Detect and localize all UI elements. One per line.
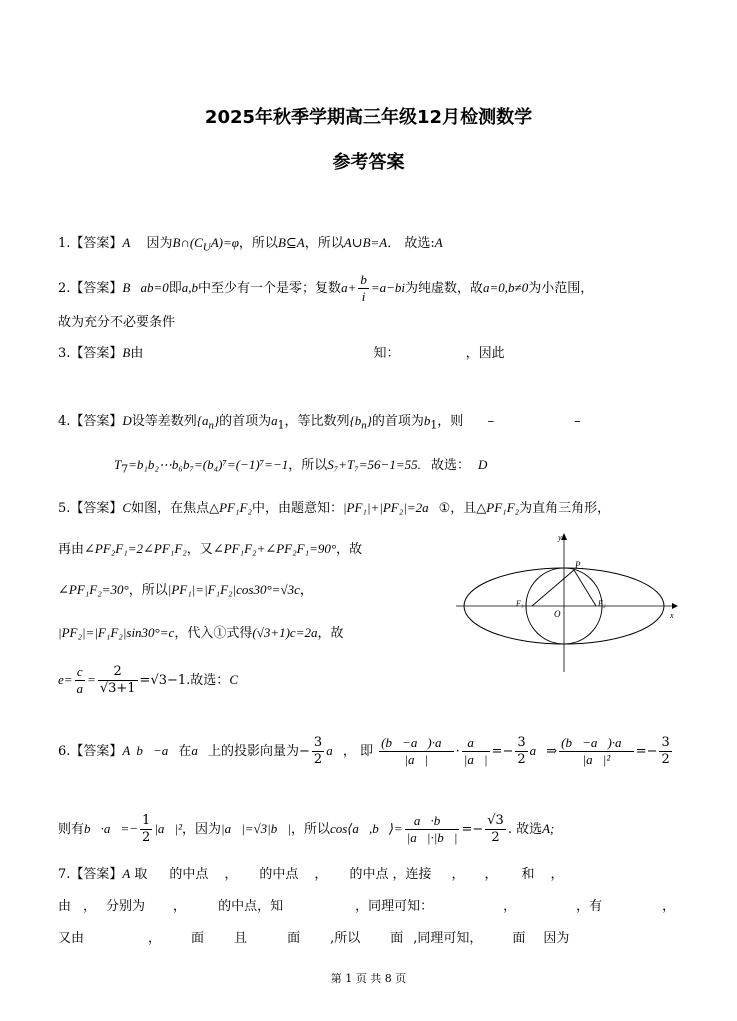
frac-num: (b⃗−a⃗)·a⃗ <box>561 735 632 750</box>
text: 故选： <box>190 673 230 688</box>
math: A∪B=A <box>343 235 388 250</box>
fraction <box>312 735 324 768</box>
math: ∠PF₂F₁=2∠PF₁F₂ <box>84 541 187 556</box>
label-x: x <box>670 611 674 620</box>
fraction <box>140 813 152 846</box>
frac-den: 2 <box>491 830 500 845</box>
text: 且 <box>234 931 248 946</box>
frac-num: 2 <box>98 664 138 681</box>
frac-den: |a⃗| <box>404 752 429 767</box>
frac-num: 3 <box>517 735 526 750</box>
text: 式得 <box>226 626 253 641</box>
text: ，有 <box>576 899 603 914</box>
answer-choice: B <box>122 280 131 295</box>
frac-den: 2 <box>517 752 526 767</box>
text: ， <box>148 931 162 946</box>
answer-choice: B <box>122 345 131 360</box>
text: ，所以 <box>290 822 330 837</box>
frac-den: √3+1 <box>99 681 136 696</box>
text: ，连接 <box>392 867 432 882</box>
frac-num: 3 <box>313 735 323 750</box>
text: ，所以 <box>238 236 278 251</box>
answer-7-line3 <box>58 930 569 948</box>
answer-2-line2: 故为充分不必要条件 <box>58 315 176 330</box>
answer-7 <box>58 865 564 884</box>
text: 的首项为 <box>371 414 424 429</box>
label-y: y <box>558 533 562 542</box>
segment-pf2 <box>574 570 596 606</box>
text: ， <box>314 867 328 882</box>
text: 知： <box>373 346 400 361</box>
text: 面 <box>390 931 404 946</box>
frac-den: |a⃗|² <box>582 752 611 767</box>
answer-prefix: 7.【答案】 <box>58 867 123 882</box>
text: ， <box>299 583 313 598</box>
math: cos⟨a⃗,b⃗⟩= <box>329 821 403 836</box>
answer-prefix: 1.【答案】 <box>58 236 123 251</box>
text: ， <box>451 867 465 882</box>
math: S₇+T₇=56−1=55. <box>327 457 421 472</box>
dash: – <box>487 414 494 429</box>
math: } <box>366 413 372 428</box>
math: (√3+1)c=2a <box>252 625 318 640</box>
frac-num: √3 <box>487 813 504 828</box>
answer-choice: C <box>229 672 238 687</box>
text: 面 <box>191 931 205 946</box>
label-o: O <box>554 609 561 619</box>
math: a⃗ <box>529 743 547 758</box>
text: 即 <box>168 281 182 296</box>
math: A)=φ <box>210 235 239 250</box>
text: ． 故选: <box>387 236 435 251</box>
math: =− <box>461 822 484 837</box>
fraction <box>405 813 460 846</box>
frac-num: a⃗ <box>462 735 490 752</box>
math: b <box>423 413 431 428</box>
text: ，代入 <box>174 626 214 641</box>
math: · <box>455 744 460 759</box>
page-subtitle: 参考答案 <box>332 152 405 173</box>
math: ab=0 <box>140 280 169 295</box>
text: 和 <box>521 867 535 882</box>
math: e= <box>58 672 73 687</box>
text: 再由 <box>58 542 85 557</box>
math: =− <box>635 744 658 759</box>
answer-prefix: 6.【答案】 <box>58 744 123 759</box>
text: ，且 <box>450 501 477 516</box>
math: a+ <box>341 280 357 295</box>
answer-choice: A <box>122 866 131 881</box>
circled-number: ① <box>213 626 227 641</box>
math: {b <box>349 413 362 428</box>
text: 的中点 <box>349 867 389 882</box>
fraction <box>485 813 506 846</box>
text: ，因此 <box>465 346 505 361</box>
math: |PF₁|=|F₁F₂|cos30°=√3c <box>167 582 300 597</box>
answer-choice: A <box>434 235 443 250</box>
answer-5 <box>58 499 610 518</box>
page-title: 2025年秋季学期高三年级12月检测数学 <box>204 107 533 128</box>
ellipse-figure <box>450 528 680 678</box>
math: B⊆A <box>277 235 305 250</box>
text: ，所以 <box>288 458 328 473</box>
answer-choice: D <box>122 413 132 428</box>
fraction <box>515 735 527 768</box>
math: = <box>87 672 96 687</box>
frac-den: 2 <box>313 752 323 767</box>
text: 因为 <box>543 931 570 946</box>
math: ∠PF₁F₂=30° <box>58 582 129 597</box>
math: =√3−1. <box>139 673 191 688</box>
frac-num: b <box>360 272 367 287</box>
answer-prefix: 5.【答案】 <box>58 501 123 516</box>
text: 的中点 <box>259 867 299 882</box>
frac-num: 1 <box>142 813 151 828</box>
text: ,同理可知， <box>413 931 483 946</box>
math: {a <box>196 413 209 428</box>
text: ,所以 <box>330 931 361 946</box>
math: b⃗−a⃗ <box>136 743 179 758</box>
answer-prefix: 2.【答案】 <box>58 281 123 296</box>
text: 的中点 <box>169 867 209 882</box>
math-sub: n <box>208 419 214 432</box>
answer-7-line2 <box>58 898 675 916</box>
fraction <box>462 735 490 768</box>
fraction <box>659 735 671 768</box>
math: a <box>271 413 278 428</box>
text: 由 <box>130 346 144 361</box>
math-sub: n <box>361 419 367 432</box>
page-footer: 第 1 页 共 8 页 <box>330 972 407 985</box>
answer-choice: C <box>122 500 132 515</box>
text: ，则 <box>437 414 464 429</box>
frac-num: 3 <box>661 735 670 750</box>
text: 由 <box>58 899 72 914</box>
text: ，因为 <box>182 822 222 837</box>
answer-1 <box>58 234 443 257</box>
x-axis-arrow <box>672 603 678 609</box>
text: 面 <box>287 931 301 946</box>
text: 为小范围， <box>528 281 594 296</box>
fraction <box>98 664 138 697</box>
text: 又由 <box>58 931 85 946</box>
text: 取 <box>134 867 148 882</box>
label-f1: F₁ <box>516 599 524 608</box>
text: ，等比数列 <box>284 414 350 429</box>
implies-icon: ⇒ <box>546 744 558 759</box>
text: 的首项为 <box>219 414 272 429</box>
text: 的中点，知 <box>218 899 284 914</box>
math-sub: 1 <box>430 418 438 432</box>
text: 如图，在焦点 <box>131 501 210 516</box>
math: ∠PF₁F₂+∠PF₂F₁=90° <box>212 541 337 556</box>
text: ，又 <box>186 542 213 557</box>
answer-prefix: 4.【答案】 <box>58 414 123 429</box>
answer-3 <box>58 344 505 363</box>
text: 在 <box>178 744 192 759</box>
math: =− <box>491 744 514 759</box>
answer-4 <box>58 412 581 435</box>
math: △PF₁F₂ <box>476 500 520 515</box>
math: a=0,b≠0 <box>483 280 529 295</box>
frac-num: c <box>75 664 86 681</box>
text: ， <box>503 899 517 914</box>
label-f2: F₂ <box>598 599 606 608</box>
answer-5-line2 <box>58 540 362 559</box>
text: ，所以 <box>128 583 168 598</box>
text: 上的投影向量为 <box>208 744 300 759</box>
label-p: P <box>575 560 581 570</box>
text: ， <box>662 899 676 914</box>
answer-choice: A <box>122 743 131 758</box>
segment-pf1 <box>532 570 574 606</box>
answer-choice: A; <box>542 821 555 836</box>
math: |PF₂|=|F₁F₂|sin30°=c <box>58 625 175 640</box>
frac-den: |a⃗| <box>463 752 488 767</box>
answer-5-line3 <box>58 581 313 600</box>
math: a⃗ <box>191 743 208 758</box>
answer-choice: D <box>478 457 488 472</box>
text: ，所以 <box>304 236 344 251</box>
text: 设等差数列 <box>131 414 197 429</box>
text: 因为 <box>146 236 173 251</box>
text: 面 <box>512 931 526 946</box>
fraction <box>559 735 634 768</box>
math-sub: 1 <box>277 418 285 432</box>
circled-number: ① <box>438 501 451 516</box>
answer-5-line4 <box>58 624 343 643</box>
text: ， <box>173 899 187 914</box>
answer-6-line2 <box>58 813 554 846</box>
answer-4-line2 <box>114 456 487 479</box>
answer-2 <box>58 272 593 305</box>
answer-6 <box>58 735 674 768</box>
text: 为直角三角形， <box>519 501 611 516</box>
math: =b₁b₂⋯b₆b₇=(b₄)⁷=(−1)⁷=−1 <box>128 457 289 472</box>
math: △PF₁F₂ <box>209 500 252 515</box>
math: |a⃗|² <box>154 821 182 836</box>
fraction <box>379 735 454 768</box>
text: ，故 <box>317 626 344 641</box>
text: 故选： <box>430 458 470 473</box>
frac-den: i <box>361 289 366 304</box>
frac-num: (b⃗−a⃗)·a⃗ <box>381 735 452 750</box>
math-sub: U <box>202 241 211 254</box>
text: ， <box>83 899 97 914</box>
math: T <box>114 457 122 472</box>
frac-den: 2 <box>661 752 670 767</box>
text: ，故 <box>336 542 363 557</box>
math: |PF₁|+|PF₂|=2a <box>342 500 429 515</box>
text: 分别为 <box>106 899 146 914</box>
frac-num: a⃗·b⃗ <box>405 813 460 830</box>
text: . 故选 <box>507 822 543 837</box>
math: b⃗·a⃗=− <box>84 821 139 836</box>
text: ， <box>550 867 564 882</box>
math: − <box>299 744 310 759</box>
text: 中，由题意知： <box>251 501 343 516</box>
math: |a⃗|=√3|b⃗| <box>221 821 291 836</box>
frac-den: a <box>76 681 84 696</box>
math: =a−bi <box>370 280 406 295</box>
math: B∩(C <box>172 235 203 250</box>
y-axis-arrow <box>561 533 567 540</box>
dash: – <box>574 414 581 429</box>
frac-den: |a⃗|·|b⃗| <box>406 830 458 845</box>
math-sub: 7 <box>121 462 129 476</box>
text: 为纯虚数，故 <box>405 281 484 296</box>
text: ， 即 <box>342 744 373 759</box>
text: ， <box>224 867 238 882</box>
frac-den: 2 <box>142 830 151 845</box>
math: a,b <box>181 280 199 295</box>
text: ，同理可知： <box>355 899 434 914</box>
math: a⃗ <box>326 743 343 758</box>
fraction <box>358 272 369 305</box>
answer-5-line5 <box>58 664 238 697</box>
math: } <box>213 413 220 428</box>
text: 中至少有一个是零；复数 <box>198 281 342 296</box>
answer-prefix: 3.【答案】 <box>58 346 123 361</box>
text: 则有 <box>58 822 85 837</box>
fraction <box>75 664 86 697</box>
answer-choice: A <box>122 235 131 250</box>
text: ， <box>484 867 498 882</box>
